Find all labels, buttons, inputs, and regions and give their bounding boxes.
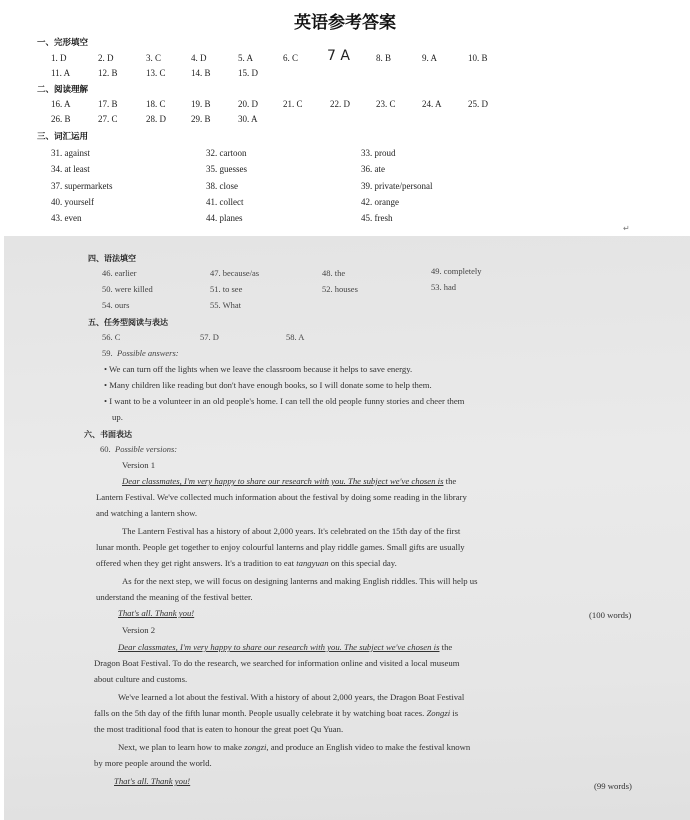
vocab-answer: 44. planes [206,213,243,223]
answer-item: 21. C [283,99,303,109]
answer-item: 8. B [376,53,392,63]
answer-item: 16. A [51,99,71,109]
grammar-answer: 51. to see [210,284,243,294]
bullet-answer: • I want to be a volunteer in an old people's home. I can tell the old people funny stories and cheer them [104,396,465,406]
question-59-number: 59. [102,348,113,358]
bullet-answer-continuation: up. [112,412,123,422]
essay-line: about culture and customs. [94,674,188,684]
vocab-answer: 45. fresh [361,213,393,223]
essay-line: Dear classmates, I'm very happy to share our research with you. The subject we've chosen is the [118,642,453,652]
answer-item: 20. D [238,99,258,109]
answer-item: 17. B [98,99,118,109]
page-title: 英语参考答案 [294,13,396,33]
essay-line: Dragon Boat Festival. To do the research, we searched for information online and visited a local museum [94,658,460,668]
question-60-label: Possible versions: [115,444,178,454]
vocab-answer: 33. proud [361,148,396,158]
essay-line: falls on the 5th day of the fifth lunar month. People usually celebrate it by watching boat races. Zongzi is [94,708,459,718]
vocab-answer: 35. guesses [206,164,247,174]
vocab-answer: 39. private/personal [361,181,433,191]
grammar-answer: 49. completely [431,266,482,276]
section-heading-grammar: 四、语法填空 [88,254,136,263]
answer-item: 14. B [191,68,211,78]
answer-item: 27. C [98,114,118,124]
answer-item: 9. A [422,53,438,63]
section-heading-cloze: 一、完形填空 [37,38,89,48]
task-answer: 57. D [200,332,219,342]
answer-item: 5. A [238,53,254,63]
essay-line: As for the next step, we will focus on designing lanterns and making English riddles. This will help us [122,576,478,586]
answer-item: 13. C [146,68,166,78]
answer-item: 6. C [283,53,299,63]
grammar-answer: 50. were killed [102,284,153,294]
return-mark: ↵ [623,224,630,233]
answer-item: 2. D [98,53,114,63]
answer-item: 24. A [422,99,442,109]
answer-item: 1. D [51,53,67,63]
question-59-label: Possible answers: [117,348,179,358]
grammar-answer: 47. because/as [210,268,260,278]
vocab-answer: 42. orange [361,197,399,207]
section-heading-vocabulary: 三、词汇运用 [37,132,89,142]
essay-line: We've learned a lot about the festival. With a history of about 2,000 years, the Dragon Boat Festival [118,692,465,702]
question-60-number: 60. [100,444,111,454]
vocab-answer: 31. against [51,148,90,158]
vocab-answer: 36. ate [361,164,385,174]
essay-line: Dear classmates, I'm very happy to share our research with you. The subject we've chosen is the [122,476,457,486]
answer-item: 29. B [191,114,211,124]
word-count: (99 words) [594,781,632,791]
answer-item: 30. A [238,114,258,124]
answer-item: 4. D [191,53,207,63]
task-answer: 58. A [286,332,305,342]
vocab-answer: 41. collect [206,197,244,207]
answer-item: 10. B [468,53,488,63]
answer-item: 12. B [98,68,118,78]
task-answer: 56. C [102,332,121,342]
vocab-answer: 34. at least [51,164,90,174]
essay-line: offered when they get right answers. It's a tradition to eat tangyuan on this special day. [96,558,397,568]
answer-item: 11. A [51,68,71,78]
grammar-answer: 53. had [431,282,457,292]
grammar-answer: 55. What [210,300,242,310]
vocab-answer: 32. cartoon [206,148,247,158]
section-heading-writing: 六、书面表达 [84,430,132,439]
bullet-answer: • Many children like reading but don't have enough books, so I will donate some to help them. [104,380,432,390]
essay-closing: That's all. Thank you! [118,608,195,618]
version-2-title: Version 2 [122,625,156,635]
section-heading-reading: 二、阅读理解 [37,85,89,95]
answer-item: 19. B [191,99,211,109]
essay-line: by more people around the world. [94,758,212,768]
grammar-answer: 46. earlier [102,268,137,278]
section-heading-task-reading: 五、任务型阅读与表达 [88,318,168,327]
vocab-answer: 38. close [206,181,238,191]
essay-closing: That's all. Thank you! [114,776,191,786]
answer-item: 23. C [376,99,396,109]
grammar-answer: 52. houses [322,284,358,294]
grammar-answer: 48. the [322,268,346,278]
answer-item: 25. D [468,99,488,109]
essay-line: the most traditional food that is eaten to honour the great poet Qu Yuan. [94,724,344,734]
answer-item: 28. D [146,114,166,124]
essay-line: understand the meaning of the festival better. [96,592,253,602]
answer-item: 18. C [146,99,166,109]
answer-item: 26. B [51,114,71,124]
answer-item: 15. D [238,68,258,78]
photographed-answer-page [4,236,690,820]
essay-line: Next, we plan to learn how to make zongzi, and produce an English video to make the festival known [118,742,471,752]
word-count: (100 words) [589,610,632,620]
handwritten-answer-7: 7 A [327,48,350,64]
answer-item: 22. D [330,99,350,109]
answer-key-top [0,0,690,232]
vocab-answer: 37. supermarkets [51,181,113,191]
vocab-answer: 40. yourself [51,197,94,207]
grammar-answer: 54. ours [102,300,130,310]
bullet-answer: • We can turn off the lights when we leave the classroom because it helps to save energy. [104,364,413,374]
essay-line: and watching a lantern show. [96,508,197,518]
answer-item: 3. C [146,53,162,63]
essay-line: lunar month. People get together to enjoy colourful lanterns and play riddle games. Small gifts are usually [96,542,465,552]
version-1-title: Version 1 [122,460,156,470]
vocab-answer: 43. even [51,213,82,223]
essay-line: The Lantern Festival has a history of about 2,000 years. It's celebrated on the 15th day of the first [122,526,461,536]
essay-line: Lantern Festival. We've collected much information about the festival by doing some reading in the library [96,492,467,502]
